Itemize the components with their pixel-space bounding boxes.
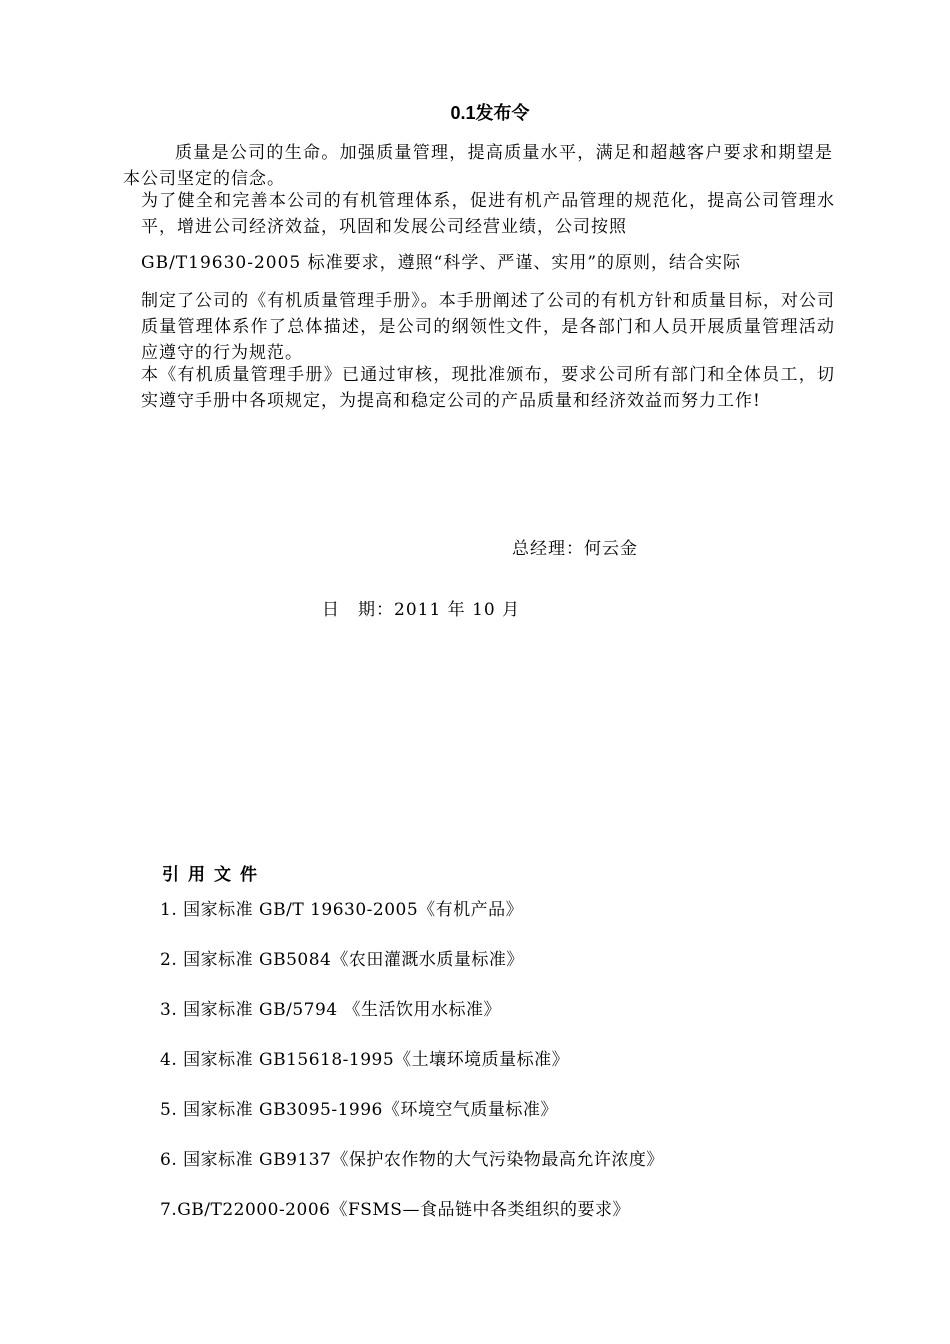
paragraph-approval: 本《有机质量管理手册》已通过审核，现批准颁布，要求公司所有部门和全体员工，切实遵守手册中各项规定，为提高和稳定公司的产品质量和经济效益而努力工作!: [141, 365, 835, 411]
reference-item: 7.GB/T22000-2006《FSMS—食品链中各类组织的要求》: [160, 1200, 630, 1220]
paragraph-quality-belief: 质量是公司的生命。加强质量管理，提高质量水平，满足和超越客户要求和期望是本公司坚定的信念。: [123, 143, 833, 189]
reference-item: 4. 国家标准 GB15618-1995《土壤环境质量标准》: [160, 1050, 570, 1070]
references-list: [160, 897, 900, 1247]
issue-date: 日 期：2011 年 10 月: [322, 600, 521, 620]
reference-item: 6. 国家标准 GB9137《保护农作物的大气污染物最高允许浓度》: [160, 1150, 664, 1170]
paragraph-manual-description: 制定了公司的《有机质量管理手册》。本手册阐述了公司的有机方针和质量目标，对公司质量管理体系作了总体描述，是公司的纲领性文件，是各部门和人员开展质量管理活动应遵守的行为规范。: [141, 291, 835, 363]
paragraph-standard: GB/T19630-2005 标准要求，遵照“科学、严谨、实用”的原则，结合实际: [141, 253, 742, 273]
reference-item: 5. 国家标准 GB3095-1996《环境空气质量标准》: [160, 1100, 558, 1120]
paragraph-purpose: 为了健全和完善本公司的有机管理体系，促进有机产品管理的规范化，提高公司管理水平，增进公司经济效益，巩固和发展公司经营业绩，公司按照: [141, 191, 835, 237]
page-title: 0.1发布令: [450, 103, 530, 123]
general-manager-signature: 总经理：何云金: [512, 539, 638, 559]
references-heading: 引用文件: [162, 865, 266, 885]
reference-item: 2. 国家标准 GB5084《农田灌溉水质量标准》: [160, 950, 524, 970]
reference-item: 3. 国家标准 GB/5794 《生活饮用水标准》: [160, 1000, 501, 1020]
reference-item: 1. 国家标准 GB/T 19630-2005《有机产品》: [160, 900, 524, 920]
